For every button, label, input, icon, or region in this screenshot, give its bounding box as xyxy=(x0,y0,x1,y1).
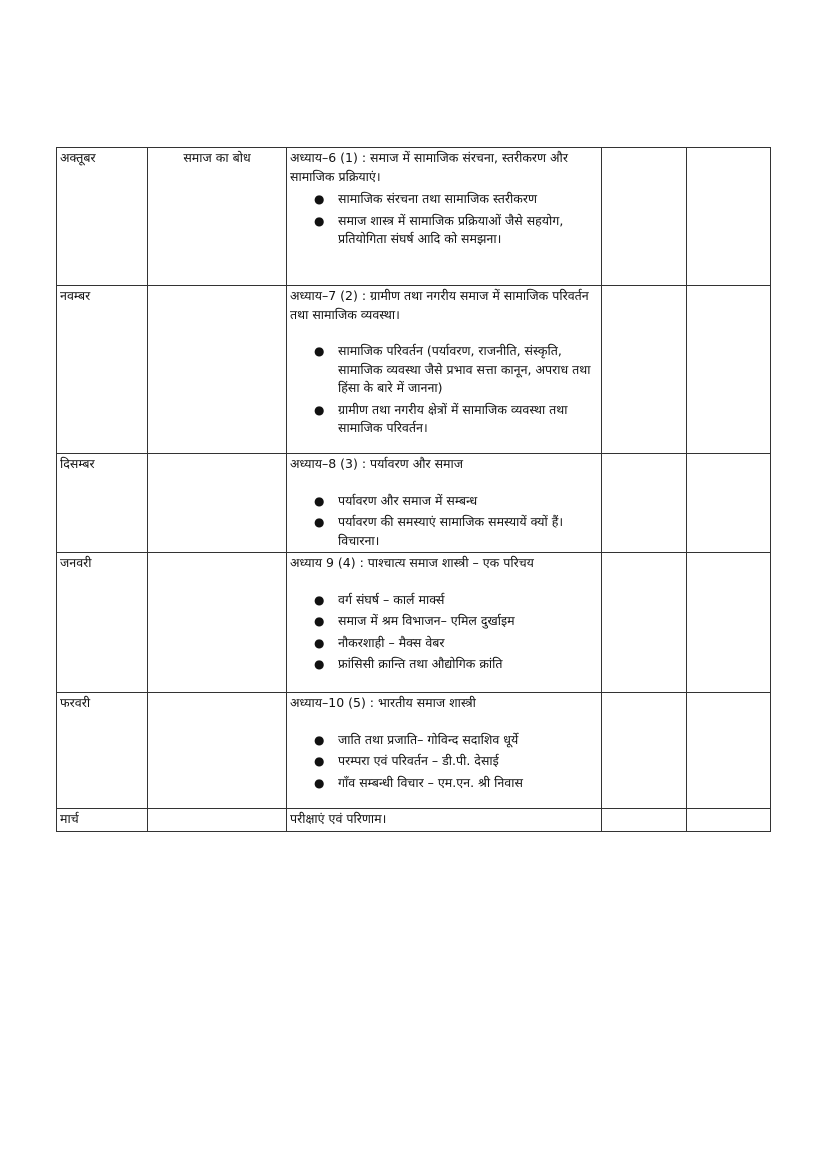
chapter-title: अध्याय–10 (5) : भारतीय समाज शास्त्री xyxy=(290,695,476,710)
list-item: ● फ्रांसिसी क्रान्ति तथा औद्योगिक क्रांति xyxy=(338,655,598,674)
topic-cell xyxy=(287,693,602,809)
unit-cell xyxy=(148,809,287,832)
bullet-icon: ● xyxy=(314,402,325,417)
topic-list xyxy=(290,342,598,438)
table-row xyxy=(57,148,771,286)
empty-cell xyxy=(687,148,771,286)
list-item: ● पर्यावरण और समाज में सम्बन्ध xyxy=(338,492,598,511)
empty-cell xyxy=(602,553,687,693)
list-item: ● सामाजिक परिवर्तन (पर्यावरण, राजनीति, संस्कृति, सामाजिक व्यवस्था जैसे प्रभाव सत्ता कानून, अपराध तथा हिंसा के बारे में जानना) xyxy=(314,343,591,395)
topic-list xyxy=(290,731,598,793)
bullet-icon: ● xyxy=(314,592,325,607)
empty-cell xyxy=(687,454,771,553)
month-cell: फरवरी xyxy=(57,693,148,809)
empty-cell xyxy=(602,286,687,454)
bullet-icon: ● xyxy=(314,732,325,747)
bullet-icon: ● xyxy=(314,493,325,508)
list-item: ● पर्यावरण की समस्याएं सामाजिक समस्यायें क्यों हैं। विचारना। xyxy=(314,514,564,548)
month-cell: अक्तूबर xyxy=(57,148,148,286)
unit-cell: समाज का बोध xyxy=(148,148,287,286)
list-item: ● वर्ग संघर्ष – कार्ल मार्क्स xyxy=(338,591,598,610)
list-item: ● ग्रामीण तथा नगरीय क्षेत्रों में सामाजिक व्यवस्था तथा सामाजिक परिवर्तन। xyxy=(314,401,568,435)
month-cell: दिसम्बर xyxy=(57,454,148,553)
topic-cell xyxy=(287,454,602,553)
unit-cell xyxy=(148,286,287,454)
bullet-icon: ● xyxy=(314,192,325,206)
topic-cell xyxy=(287,148,602,286)
chapter-title: अध्याय–6 (1) : समाज में सामाजिक संरचना, स्तरीकरण और सामाजिक प्रक्रियाएं। xyxy=(290,150,568,184)
topic-cell xyxy=(287,809,602,832)
month-cell: जनवरी xyxy=(57,553,148,693)
empty-cell xyxy=(687,809,771,832)
list-item: ● नौकरशाही – मैक्स वेबर xyxy=(338,634,598,653)
topic-list xyxy=(290,492,598,551)
list-item: ● सामाजिक संरचना तथा सामाजिक स्तरीकरण xyxy=(338,190,598,209)
empty-cell xyxy=(602,454,687,553)
chapter-title: अध्याय–7 (2) : ग्रामीण तथा नगरीय समाज में सामाजिक परिवर्तन तथा सामाजिक व्यवस्था। xyxy=(290,288,589,322)
bullet-icon: ● xyxy=(314,657,325,671)
list-item: ● समाज शास्त्र में सामाजिक प्रक्रियाओं जैसे सहयोग, प्रतियोगिता संघर्ष आदि को समझना। xyxy=(314,212,564,246)
list-item: ● जाति तथा प्रजाति– गोविन्द सदाशिव धूर्ये xyxy=(338,731,598,750)
list-item: ● परम्परा एवं परिवर्तन – डी.पी. देसाई xyxy=(338,752,598,771)
table-row xyxy=(57,553,771,693)
month-cell: मार्च xyxy=(57,809,148,832)
list-item: ● समाज में श्रम विभाजन– एमिल दुर्खाइम xyxy=(338,612,598,631)
month-cell: नवम्बर xyxy=(57,286,148,454)
topic-cell xyxy=(287,286,602,454)
bullet-icon: ● xyxy=(314,775,325,790)
table-row xyxy=(57,693,771,809)
empty-cell xyxy=(602,148,687,286)
empty-cell xyxy=(602,693,687,809)
bullet-icon: ● xyxy=(314,754,325,768)
empty-cell xyxy=(602,809,687,832)
bullet-icon: ● xyxy=(314,515,325,529)
list-item: ● गाँव सम्बन्धी विचार – एम.एन. श्री निवास xyxy=(338,774,598,793)
topic-cell xyxy=(287,553,602,693)
bullet-icon: ● xyxy=(314,635,325,650)
chapter-title: अध्याय–8 (3) : पर्यावरण और समाज xyxy=(290,456,464,471)
empty-cell xyxy=(687,553,771,693)
topic-list xyxy=(290,190,598,249)
bullet-icon: ● xyxy=(314,614,325,628)
bullet-icon: ● xyxy=(314,344,325,358)
topic-list xyxy=(290,591,598,674)
empty-cell xyxy=(687,693,771,809)
table-row xyxy=(57,809,771,832)
unit-cell xyxy=(148,553,287,693)
syllabus-table xyxy=(56,147,771,832)
bullet-icon: ● xyxy=(314,213,325,228)
unit-cell xyxy=(148,454,287,553)
table-row xyxy=(57,286,771,454)
table-row xyxy=(57,454,771,553)
unit-cell xyxy=(148,693,287,809)
chapter-title: परीक्षाएं एवं परिणाम। xyxy=(290,811,387,826)
chapter-title: अध्याय 9 (4) : पाश्चात्य समाज शास्त्री – एक परिचय xyxy=(290,555,534,570)
empty-cell xyxy=(687,286,771,454)
